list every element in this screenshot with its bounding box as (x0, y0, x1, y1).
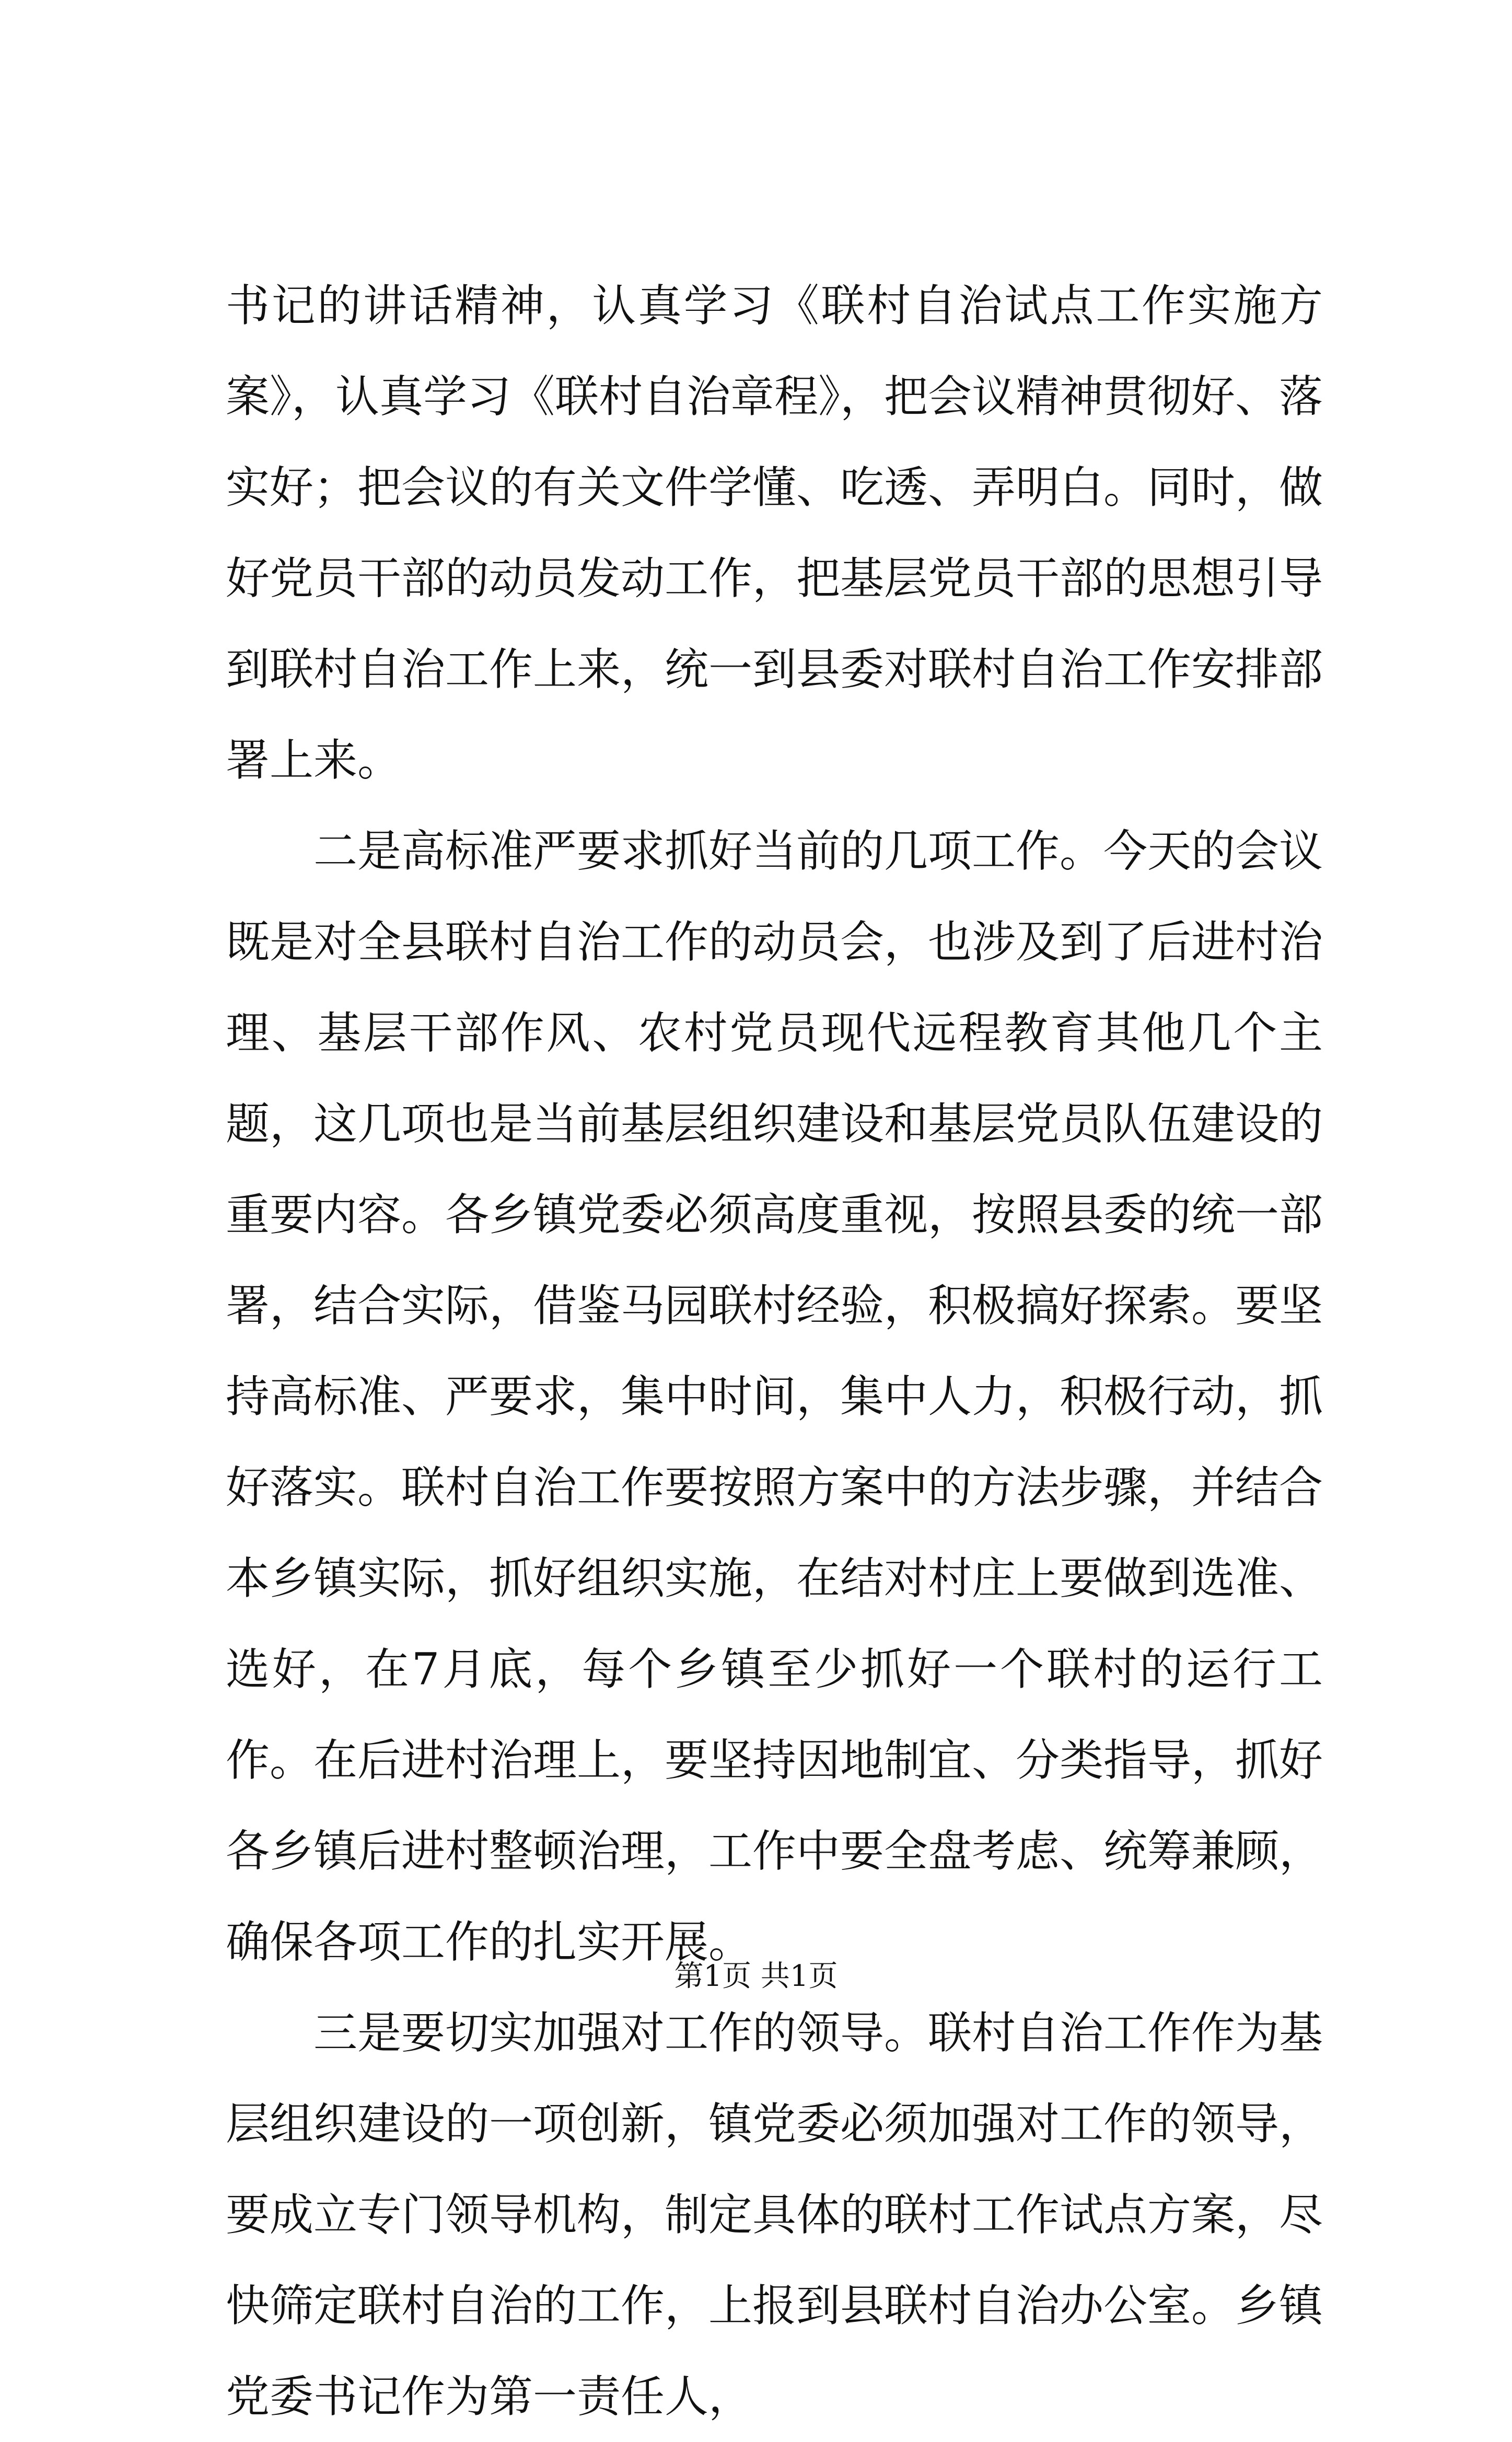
paragraph-continuation: 书记的讲话精神，认真学习《联村自治试点工作实施方案》，认真学习《联村自治章程》，把会议精神贯彻好、落实好；把会议的有关文件学懂、吃透、弄明白。同时，做好党员干部的动员发动工作，把基层党员干部的思想引导到联村自治工作上来，统一到县委对联村自治工作安排部署上来。 (226, 280, 1323, 786)
paragraph-point-three: 三是要切实加强对工作的领导。联村自治工作作为基层组织建设的一项创新，镇党委必须加强对工作的领导，要成立专门领导机构，制定具体的联村工作试点方案，尽快筛定联村自治的工作，上报到县联村自治办公室。乡镇党委书记作为第一责任人， (226, 2007, 1323, 2422)
paragraph-point-two: 二是高标准严要求抓好当前的几项工作。今天的会议既是对全县联村自治工作的动员会，也涉及到了后进村治理、基层干部作风、农村党员现代远程教育其他几个主题，这几项也是当前基层组织建设和基层党员队伍建设的重要内容。各乡镇党委必须高度重视，按照县委的统一部署，结合实际，借鉴马园联村经验，积极搞好探索。要坚持高标准、严要求，集中时间，集中人力，积极行动，抓好落实。联村自治工作要按照方案中的方法步骤，并结合本乡镇实际，抓好组织实施，在结对村庄上要做到选准、选好，在7月底，每个乡镇至少抓好一个联村的运行工作。在后进村治理上，要坚持因地制宜、分类指导，抓好各乡镇后进村整顿治理，工作中要全盘考虑、统筹兼顾，确保各项工作的扎实开展。 (226, 825, 1323, 1968)
page-number-footer: 第1页 共1页 (674, 1959, 838, 1993)
document-body (226, 260, 1323, 2442)
